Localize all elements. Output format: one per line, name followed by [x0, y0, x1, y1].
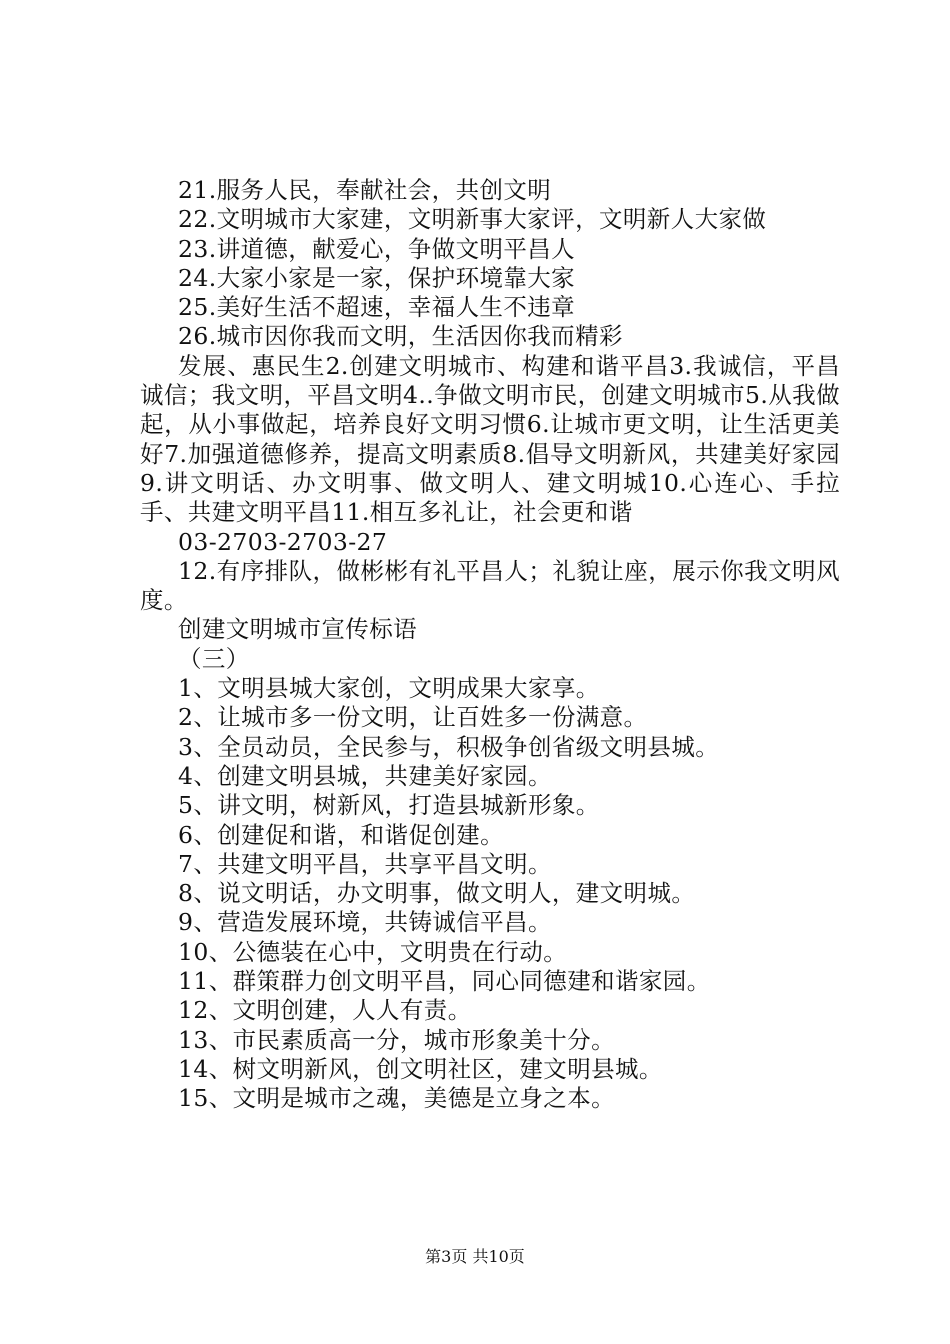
slogan-item: 6、创建促和谐，和谐促创建。	[178, 820, 505, 849]
slogan-item: 10、公德装在心中，文明贵在行动。	[178, 937, 568, 966]
text-line: 22.文明城市大家建，文明新事大家评，文明新人大家做	[178, 205, 767, 234]
page-footer: 第3页 共10页	[425, 1247, 525, 1266]
text-line: 24.大家小家是一家，保护环境靠大家	[178, 263, 576, 292]
text-line: 25.美好生活不超速，幸福人生不违章	[178, 293, 576, 322]
slogan-item: 2、让城市多一份文明，让百姓多一份满意。	[178, 703, 648, 732]
section-number: （三）	[178, 644, 250, 673]
slogan-item: 14、树文明新风，创文明社区，建文明县城。	[178, 1054, 663, 1083]
paragraph: 发展、惠民生2.创建文明城市、构建和谐平昌3.我诚信，平昌诚信；我文明，平昌文明4..争做文明市民，创建文明城市5.从我做起，从小事做起，培养良好文明习惯6.让城市更文明，让生活更美好7.加强道德修养，提高文明素质8.倡导文明新风，共建美好家园9.讲文明话、办文明事、做文明人、建文明城10.心连心、手拉手、共建文明平昌11.相互多礼让，社会更和谐	[140, 351, 840, 527]
slogan-item: 8、说文明话，办文明事，做文明人，建文明城。	[178, 879, 696, 908]
section-title: 创建文明城市宣传标语	[178, 615, 417, 644]
text-line: 21.服务人民，奉献社会，共创文明	[178, 176, 552, 204]
slogan-item: 5、讲文明，树新风，打造县城新形象。	[178, 791, 600, 820]
slogan-item: 7、共建文明平昌，共享平昌文明。	[178, 849, 552, 878]
code-line: 03-2703-2703-27	[178, 527, 388, 556]
slogan-item: 12、文明创建，人人有责。	[178, 996, 472, 1025]
slogan-item: 4、创建文明县城，共建美好家园。	[178, 761, 552, 790]
slogan-item: 15、文明是城市之魂，美德是立身之本。	[178, 1084, 616, 1113]
slogan-item: 3、全员动员，全民参与，积极争创省级文明县城。	[178, 732, 720, 761]
slogan-item: 11、群策群力创文明平昌，同心同德建和谐家园。	[178, 967, 711, 996]
text-line: 26.城市因你我而文明，生活因你我而精彩	[178, 322, 623, 351]
slogan-item: 1、文明县城大家创，文明成果大家享。	[178, 674, 600, 703]
document-body	[140, 176, 840, 1114]
paragraph: 12.有序排队，做彬彬有礼平昌人；礼貌让座，展示你我文明风度。	[140, 556, 840, 615]
text-line: 23.讲道德，献爱心，争做文明平昌人	[178, 234, 576, 263]
slogan-item: 13、市民素质高一分，城市形象美十分。	[178, 1025, 616, 1054]
slogan-item: 9、营造发展环境，共铸诚信平昌。	[178, 908, 552, 937]
